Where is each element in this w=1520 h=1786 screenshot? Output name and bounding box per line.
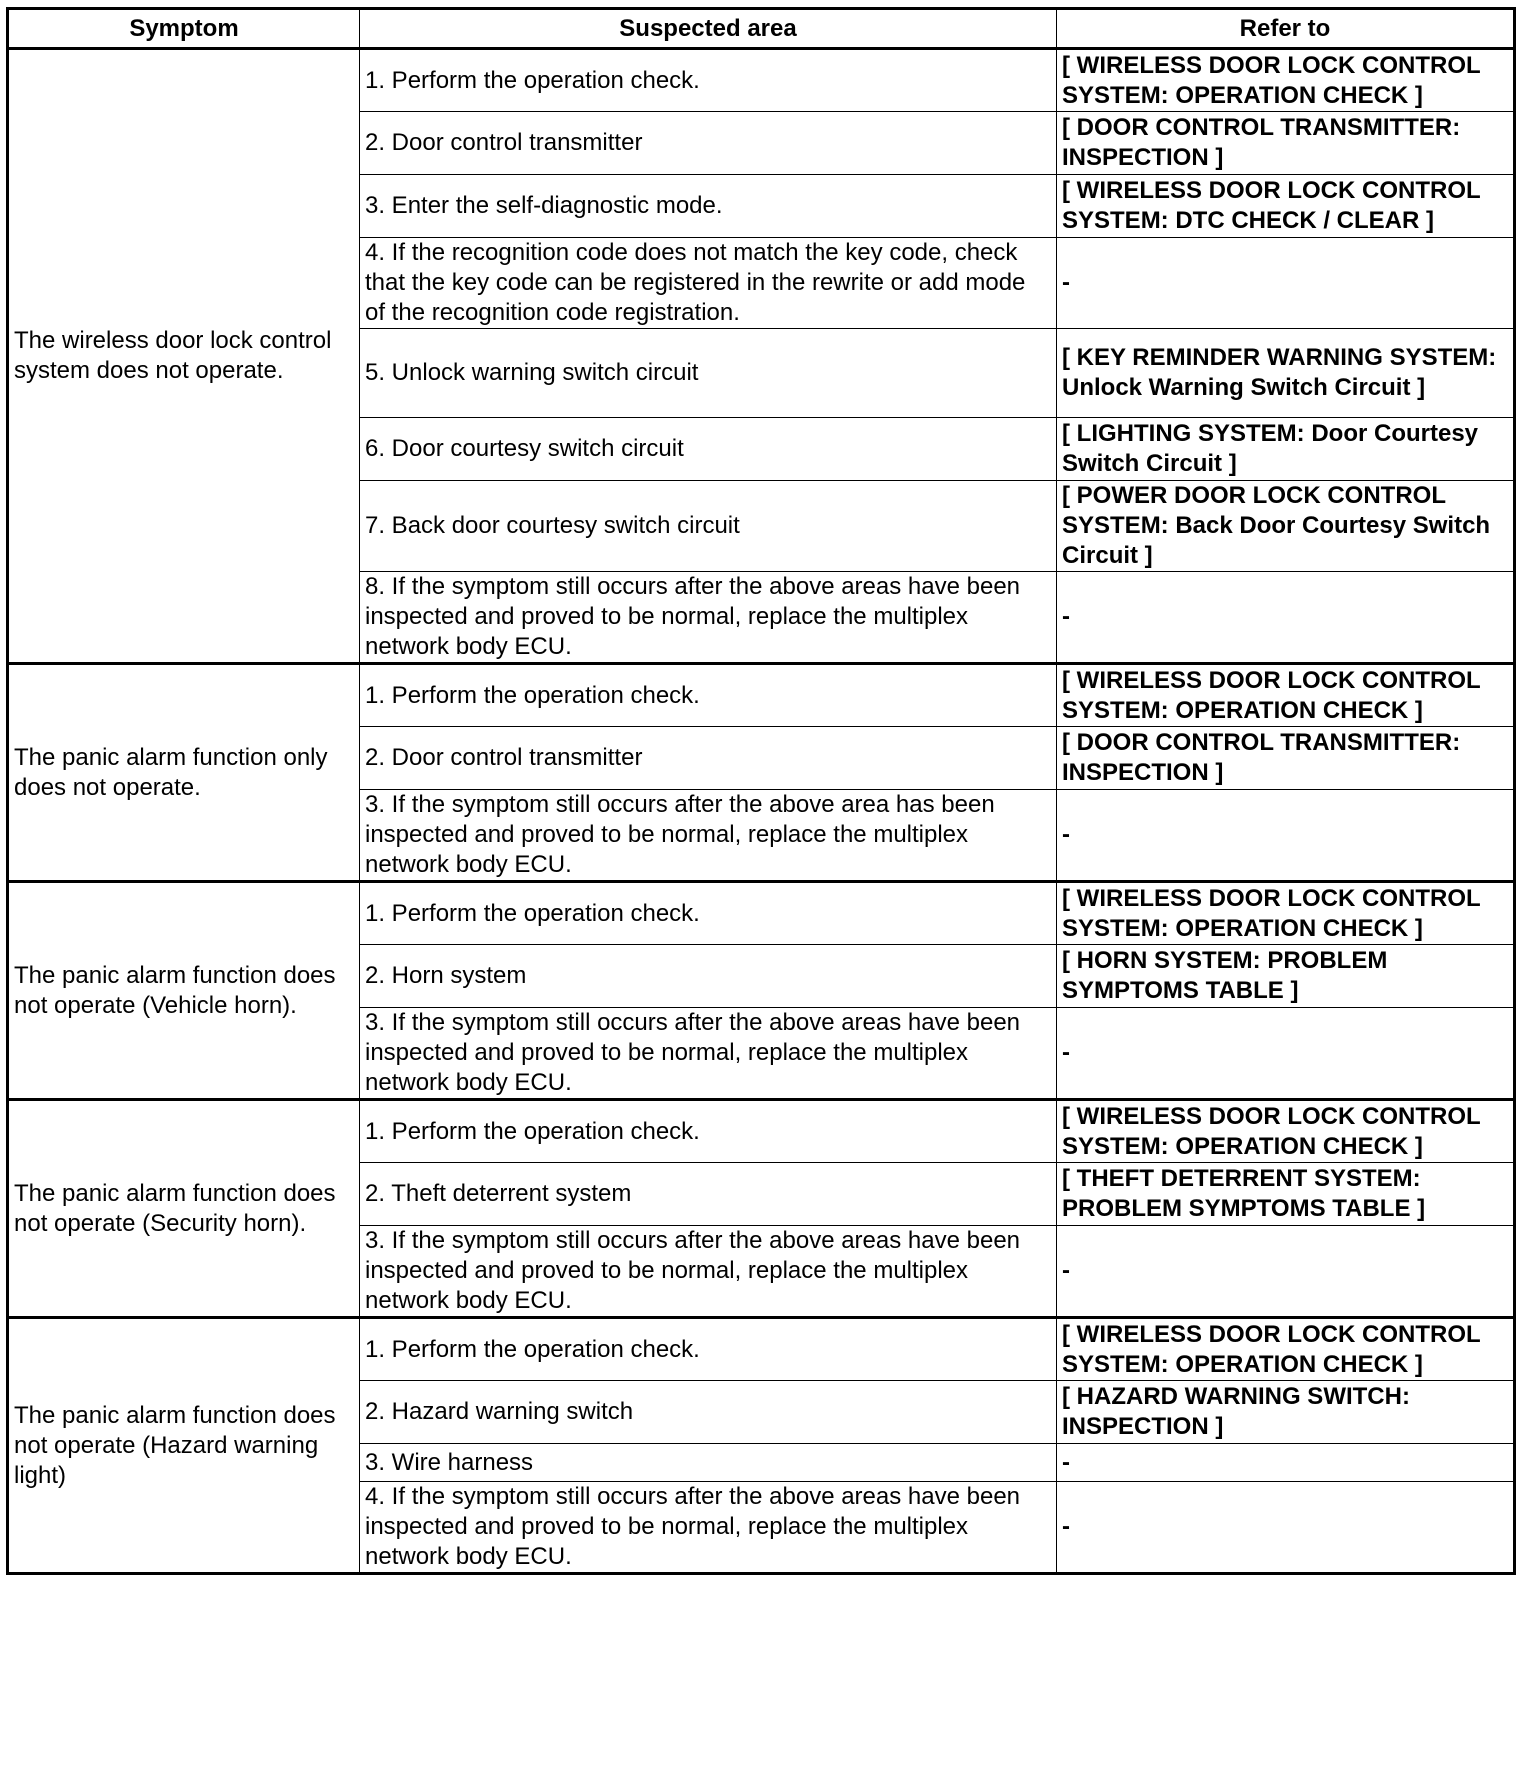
suspected-area-cell: 1. Perform the operation check. xyxy=(360,1318,1057,1381)
refer-to-cell: [ WIRELESS DOOR LOCK CONTROL SYSTEM: OPERATION CHECK ] xyxy=(1057,882,1515,945)
symptom-cell: The wireless door lock control system does not operate. xyxy=(8,49,360,664)
suspected-area-cell: 1. Perform the operation check. xyxy=(360,882,1057,945)
refer-to-cell: [ LIGHTING SYSTEM: Door Courtesy Switch Circuit ] xyxy=(1057,418,1515,481)
suspected-area-cell: 6. Door courtesy switch circuit xyxy=(360,418,1057,481)
symptom-cell: The panic alarm function only does not operate. xyxy=(8,664,360,882)
suspected-area-cell: 3. If the symptom still occurs after the above area has been inspected and proved to be normal, replace the multiplex network body ECU. xyxy=(360,790,1057,882)
suspected-area-cell: 3. Enter the self-diagnostic mode. xyxy=(360,175,1057,238)
symptom-cell: The panic alarm function does not operate (Security horn). xyxy=(8,1100,360,1318)
refer-to-cell: [ THEFT DETERRENT SYSTEM: PROBLEM SYMPTOMS TABLE ] xyxy=(1057,1163,1515,1226)
problem-symptoms-table xyxy=(6,7,1516,1575)
header-symptom: Symptom xyxy=(8,9,360,49)
refer-to-cell: - xyxy=(1057,238,1515,329)
refer-to-cell: - xyxy=(1057,572,1515,664)
refer-to-cell: - xyxy=(1057,1226,1515,1318)
refer-to-cell: [ DOOR CONTROL TRANSMITTER: INSPECTION ] xyxy=(1057,727,1515,790)
suspected-area-cell: 2. Hazard warning switch xyxy=(360,1381,1057,1444)
refer-to-cell: [ POWER DOOR LOCK CONTROL SYSTEM: Back Door Courtesy Switch Circuit ] xyxy=(1057,481,1515,572)
suspected-area-cell: 1. Perform the operation check. xyxy=(360,664,1057,727)
header-refer-to: Refer to xyxy=(1057,9,1515,49)
table-header xyxy=(8,9,1515,49)
header-suspected-area: Suspected area xyxy=(360,9,1057,49)
table-row xyxy=(8,1100,1515,1163)
refer-to-cell: - xyxy=(1057,1008,1515,1100)
refer-to-cell: [ DOOR CONTROL TRANSMITTER: INSPECTION ] xyxy=(1057,112,1515,175)
suspected-area-cell: 3. Wire harness xyxy=(360,1444,1057,1482)
refer-to-cell: - xyxy=(1057,1482,1515,1574)
refer-to-cell: - xyxy=(1057,1444,1515,1482)
header-row xyxy=(8,9,1515,49)
refer-to-cell: - xyxy=(1057,790,1515,882)
table-row xyxy=(8,1318,1515,1381)
suspected-area-cell: 3. If the symptom still occurs after the above areas have been inspected and proved to be normal, replace the multiplex network body ECU. xyxy=(360,1226,1057,1318)
symptom-cell: The panic alarm function does not operate (Vehicle horn). xyxy=(8,882,360,1100)
suspected-area-cell: 7. Back door courtesy switch circuit xyxy=(360,481,1057,572)
symptom-cell: The panic alarm function does not operate (Hazard warning light) xyxy=(8,1318,360,1574)
table-row xyxy=(8,664,1515,727)
suspected-area-cell: 1. Perform the operation check. xyxy=(360,1100,1057,1163)
suspected-area-cell: 2. Door control transmitter xyxy=(360,112,1057,175)
refer-to-cell: [ WIRELESS DOOR LOCK CONTROL SYSTEM: OPERATION CHECK ] xyxy=(1057,664,1515,727)
refer-to-cell: [ WIRELESS DOOR LOCK CONTROL SYSTEM: DTC CHECK / CLEAR ] xyxy=(1057,175,1515,238)
suspected-area-cell: 2. Theft deterrent system xyxy=(360,1163,1057,1226)
suspected-area-cell: 8. If the symptom still occurs after the above areas have been inspected and proved to be normal, replace the multiplex network body ECU. xyxy=(360,572,1057,664)
refer-to-cell: [ HORN SYSTEM: PROBLEM SYMPTOMS TABLE ] xyxy=(1057,945,1515,1008)
refer-to-cell: [ HAZARD WARNING SWITCH: INSPECTION ] xyxy=(1057,1381,1515,1444)
suspected-area-cell: 2. Door control transmitter xyxy=(360,727,1057,790)
suspected-area-cell: 3. If the symptom still occurs after the above areas have been inspected and proved to be normal, replace the multiplex network body ECU. xyxy=(360,1008,1057,1100)
refer-to-cell: [ WIRELESS DOOR LOCK CONTROL SYSTEM: OPERATION CHECK ] xyxy=(1057,49,1515,112)
table-row xyxy=(8,49,1515,112)
suspected-area-cell: 5. Unlock warning switch circuit xyxy=(360,329,1057,418)
table-row xyxy=(8,882,1515,945)
suspected-area-cell: 2. Horn system xyxy=(360,945,1057,1008)
suspected-area-cell: 1. Perform the operation check. xyxy=(360,49,1057,112)
table-body xyxy=(8,49,1515,1574)
suspected-area-cell: 4. If the recognition code does not match the key code, check that the key code can be registered in the rewrite or add mode of the recognition code registration. xyxy=(360,238,1057,329)
refer-to-cell: [ WIRELESS DOOR LOCK CONTROL SYSTEM: OPERATION CHECK ] xyxy=(1057,1318,1515,1381)
refer-to-cell: [ WIRELESS DOOR LOCK CONTROL SYSTEM: OPERATION CHECK ] xyxy=(1057,1100,1515,1163)
suspected-area-cell: 4. If the symptom still occurs after the above areas have been inspected and proved to be normal, replace the multiplex network body ECU. xyxy=(360,1482,1057,1574)
refer-to-cell: [ KEY REMINDER WARNING SYSTEM: Unlock Warning Switch Circuit ] xyxy=(1057,329,1515,418)
